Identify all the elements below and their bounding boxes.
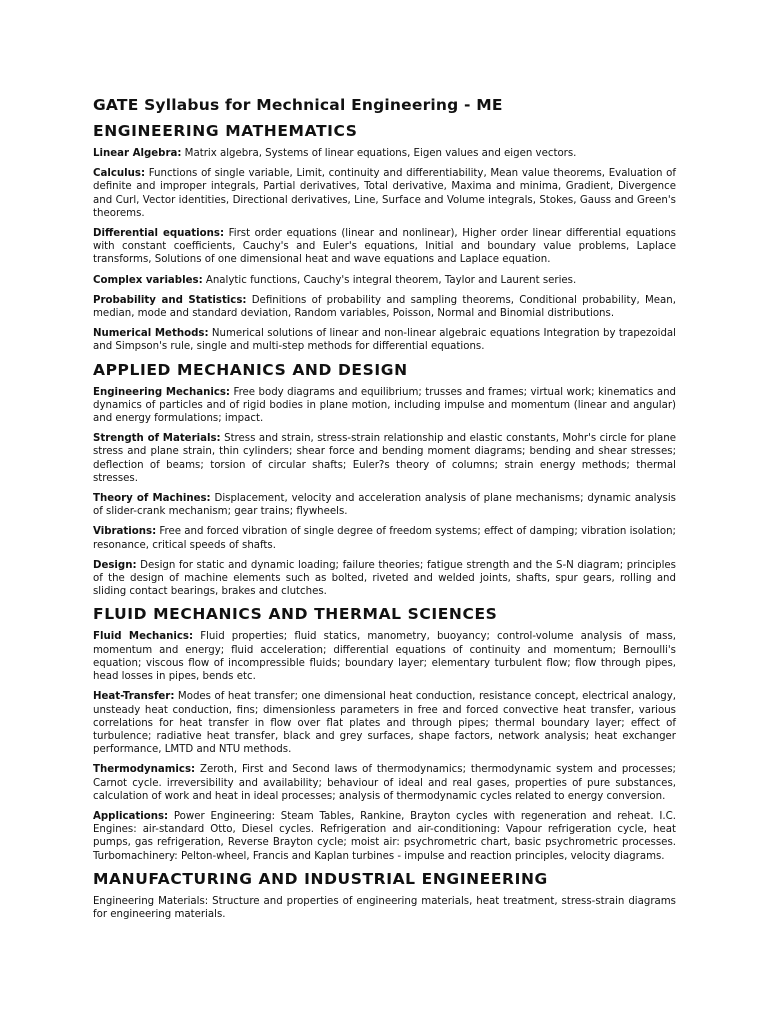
topic-label: Applications: [93,810,169,822]
topic-label: Theory of Machines: [93,493,211,505]
topic-text: Free body diagrams and equilibrium; trusses and frames; virtual work; kinematics and dynamics of particles and of rigid bodies in plane motion, including impulse and momentum (linear and angular) and energy formulations; impact. [93,386,676,425]
topic-text: Displacement, velocity and acceleration analysis of plane mechanisms; dynamic analysis of slider-crank mechanism; gear trains; flywheels. [93,493,676,518]
topic-label: Complex variables: [93,274,203,286]
document-title: GATE Syllabus for Mechnical Engineering - ME [93,96,503,114]
syllabus-page [93,96,676,928]
section-heading-fluid-mechanics-thermal: FLUID MECHANICS AND THERMAL SCIENCES [93,605,498,624]
topic-label: Thermodynamics: [93,764,196,776]
topic-applications [93,810,676,863]
topic-text: Design for static and dynamic loading; failure theories; fatigue strength and the S-N diagram; principles of the design of machine elements such as bolted, riveted and welded joints, shafts, spur gears, rolling and sliding contact bearings, brakes and clutches. [93,559,676,598]
topic-text: Definitions of probability and sampling theorems, Conditional probability, Mean, median, mode and standard deviation, Random variables, Poisson, Normal and Binomial distributions. [93,294,676,320]
topic-text: Functions of single variable, Limit, continuity and differentiability, Mean value theorems, Evaluation of definite and improper integrals, Partial derivatives, Total derivative, Maxima and minima, Gradient, Divergence and Curl, Vector identities, Directional derivatives, Line, Surface and Volume integrals, Stokes, Gauss and Green's theorems. [93,168,676,219]
topic-thermodynamics [93,763,676,803]
topic-theory-of-machines [93,492,676,518]
topic-vibrations [93,525,676,551]
section-heading-applied-mechanics: APPLIED MECHANICS AND DESIGN [93,360,408,379]
topic-label: Design: [93,559,137,571]
topic-strength-of-materials [93,432,676,485]
topic-text: Analytic functions, Cauchy's integral theorem, Taylor and Laurent series. [202,274,577,286]
section-heading-manufacturing: MANUFACTURING AND INDUSTRIAL ENGINEERING [93,869,548,888]
topic-label: Probability and Statistics: [93,294,247,306]
topic-heat-transfer [93,690,676,756]
topic-linear-algebra [93,147,676,160]
topic-text: First order equations (linear and nonlinear), Higher order linear differential equations with constant coefficients, Cauchy's and Euler's equations, Initial and boundary value problems, Laplace transforms, Solutions of one dimensional heat and wave equations and Laplace equation. [93,228,676,266]
topic-engineering-mechanics [93,386,676,426]
topic-complex-variables [93,274,676,287]
topic-numerical-methods [93,327,676,353]
section-heading-engineering-mathematics: ENGINEERING MATHEMATICS [93,122,358,140]
topic-label: Vibrations: [93,526,157,538]
topic-label: Heat-Transfer: [93,691,175,703]
topic-label: Linear Algebra: [93,148,182,159]
topic-design [93,559,676,599]
topic-text: Free and forced vibration of single degree of freedom systems; effect of damping; vibration isolation; resonance, critical speeds of shafts. [93,526,676,551]
topic-text: Zeroth, First and Second laws of thermodynamics; thermodynamic system and processes; Carnot cycle. irreversibility and availability; behaviour of ideal and real gases, properties of pure substances, calculation of work and heat in ideal processes; analysis of thermodynamic cycles related to energy conversion. [93,764,676,802]
topic-calculus [93,167,676,220]
topic-fluid-mechanics [93,630,676,683]
topic-label: Calculus: [93,168,146,180]
topic-text: Numerical solutions of linear and non-linear algebraic equations Integration by trapezoidal and Simpson's rule, single and multi-step methods for differential equations. [93,328,677,353]
topic-label: Strength of Materials: [93,433,221,445]
topic-text: Modes of heat transfer; one dimensional heat conduction, resistance concept, electrical analogy, unsteady heat conduction, fins; dimensionless parameters in free and forced convective heat transfer, various correlations for heat transfer in flow over flat plates and through pipes; thermal boundary layer; effect of turbulence; radiative heat transfer, black and grey surfaces, shape factors, network analysis; heat exchanger performance, LMTD and NTU methods. [93,691,676,756]
topic-label: Differential equations: [93,228,225,240]
topic-differential-equations [93,227,676,267]
topic-text: Stress and strain, stress-strain relationship and elastic constants, Mohr's circle for plane stress and plane strain, thin cylinders; shear force and bending moment diagrams; bending and shear stresses; deflection of beams; torsion of circular shafts; Euler?s theory of columns; strain energy methods; thermal stresses. [93,433,676,484]
topic-label: Numerical Methods: [93,328,209,340]
topic-label: Engineering Mechanics: [93,386,231,398]
topic-engineering-materials [93,895,676,921]
topic-text: Engineering Materials: Structure and properties of engineering materials, heat treatment, stress-strain diagrams for engineering materials. [93,895,676,920]
topic-probability-statistics [93,294,676,320]
topic-text: Matrix algebra, Systems of linear equations, Eigen values and eigen vectors. [181,148,577,159]
topic-text: Power Engineering: Steam Tables, Rankine, Brayton cycles with regeneration and reheat. I.C. Engines: air-standard Otto, Diesel cycles. Refrigeration and air-conditioning: Vapour refrigeration cycle, heat pumps, gas refrigeration, Reverse Brayton cycle; moist air: psychrometric chart, basic psychrometric processes. Turbomachinery: Pelton-wheel, Francis and Kaplan turbines - impulse and reaction principles, velocity diagrams. [93,810,676,862]
topic-text: Fluid properties; fluid statics, manometry, buoyancy; control-volume analysis of mass, momentum and energy; fluid acceleration; differential equations of continuity and momentum; Bernoulli's equation; viscous flow of incompressible fluids; boundary layer; elementary turbulent flow; flow through pipes, head losses in pipes, bends etc. [93,631,677,683]
topic-label: Fluid Mechanics: [93,631,194,643]
